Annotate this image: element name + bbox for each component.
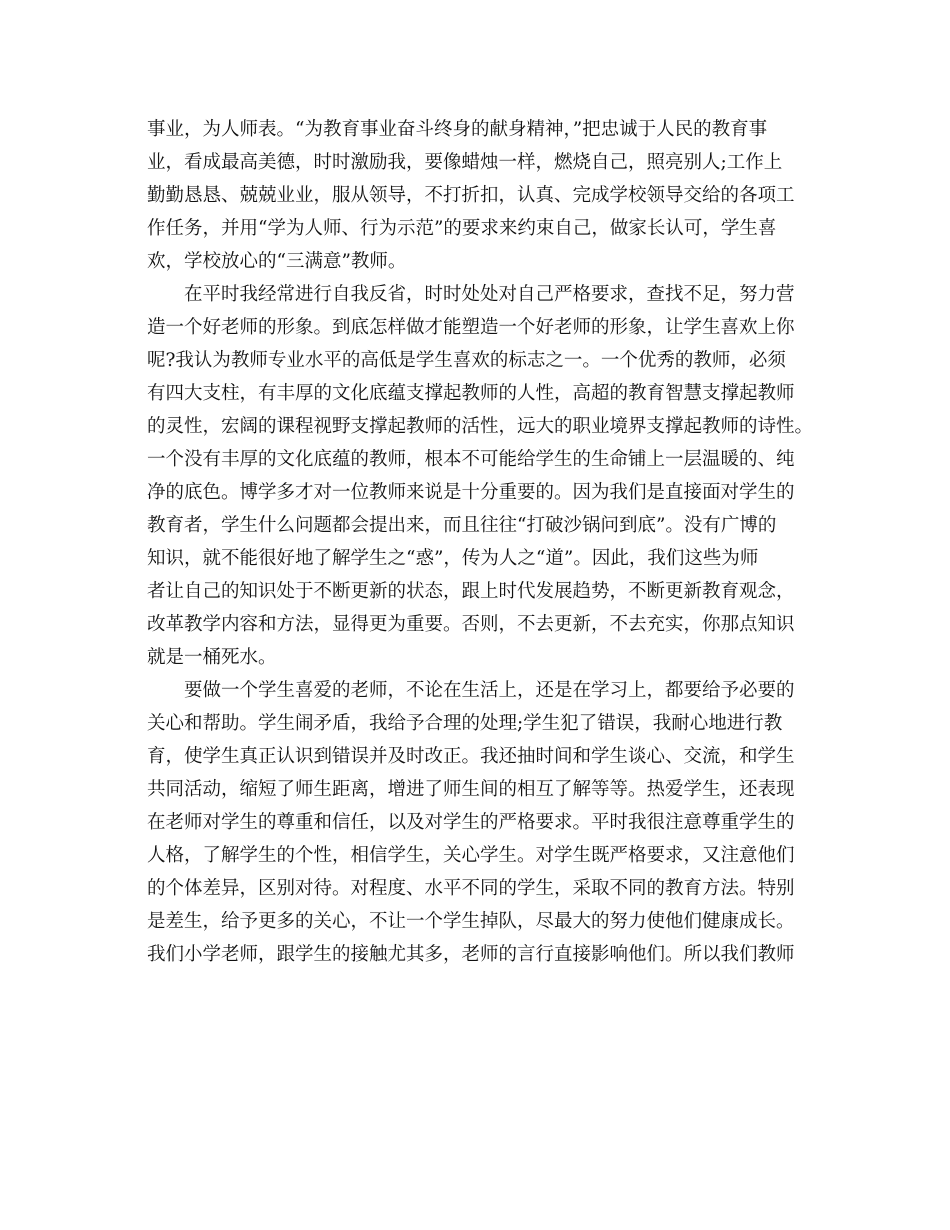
- text-line: 就是一桶死水。: [147, 647, 277, 668]
- text-line: 人格，了解学生的个性，相信学生，关心学生。对学生既严格要求，又注意他们: [147, 845, 795, 866]
- text-line: 的灵性，宏阔的课程视野支撑起教师的活性，远大的职业境界支撑起教师的诗性。: [147, 416, 814, 437]
- text-line: 在老师对学生的尊重和信任，以及对学生的严格要求。平时我很注意尊重学生的: [147, 812, 795, 833]
- text-line: 的个体差异，区别对待。对程度、水平不同的学生，采取不同的教育方法。特别: [147, 878, 795, 899]
- paragraph-first-line: 在平时我经常进行自我反省，时时处处对自己严格要求，查找不足，努力营: [184, 284, 795, 305]
- body-text: [147, 113, 812, 971]
- text-line: 关心和帮助。学生闹矛盾，我给予合理的处理;学生犯了错误，我耐心地进行教: [147, 713, 783, 734]
- text-line: 我们小学老师，跟学生的接触尤其多，老师的言行直接影响他们。所以我们教师: [147, 944, 795, 965]
- text-line: 者让自己的知识处于不断更新的状态，跟上时代发展趋势，不断更新教育观念，: [147, 581, 795, 602]
- text-line: 有四大支柱，有丰厚的文化底蕴支撑起教师的人性，高超的教育智慧支撑起教师: [147, 383, 795, 404]
- text-line: 是差生，给予更多的关心，不让一个学生掉队，尽最大的努力使他们健康成长。: [147, 911, 795, 932]
- paragraph-first-line: 要做一个学生喜爱的老师，不论在生活上，还是在学习上，都要给予必要的: [184, 680, 795, 701]
- text-line: 造一个好老师的形象。到底怎样做才能塑造一个好老师的形象，让学生喜欢上你: [147, 317, 795, 338]
- text-line: 改革教学内容和方法，显得更为重要。否则，不去更新，不去充实，你那点知识: [147, 614, 795, 635]
- text-line: 一个没有丰厚的文化底蕴的教师，根本不可能给学生的生命铺上一层温暖的、纯: [147, 449, 795, 470]
- text-line: 育，使学生真正认识到错误并及时改正。我还抽时间和学生谈心、交流，和学生: [147, 746, 795, 767]
- text-line: 呢?我认为教师专业水平的高低是学生喜欢的标志之一。一个优秀的教师，必须: [147, 350, 786, 371]
- text-line: 欢，学校放心的“三满意”教师。: [147, 251, 407, 272]
- text-line: 共同活动，缩短了师生距离，增进了师生间的相互了解等等。热爱学生，还表现: [147, 779, 795, 800]
- text-line: 业，看成最高美德，时时激励我，要像蜡烛一样，燃烧自己，照亮别人;工作上: [147, 152, 783, 173]
- text-line: 作任务，并用“学为人师、行为示范”的要求来约束自己，做家长认可，学生喜: [147, 218, 777, 239]
- text-line: 净的底色。博学多才对一位教师来说是十分重要的。因为我们是直接面对学生的: [147, 482, 795, 503]
- text-line: 事业，为人师表。“为教育事业奋斗终身的献身精神，”把忠诚于人民的教育事: [147, 119, 768, 140]
- text-line: 教育者，学生什么问题都会提出来，而且往往“打破沙锅问到底”。没有广博的: [147, 515, 777, 536]
- text-line: 勤勤恳恳、兢兢业业，服从领导，不打折扣，认真、完成学校领导交给的各项工: [147, 185, 795, 206]
- text-line: 知识，就不能很好地了解学生之“惑”，传为人之“道”。因此，我们这些为师: [147, 548, 759, 569]
